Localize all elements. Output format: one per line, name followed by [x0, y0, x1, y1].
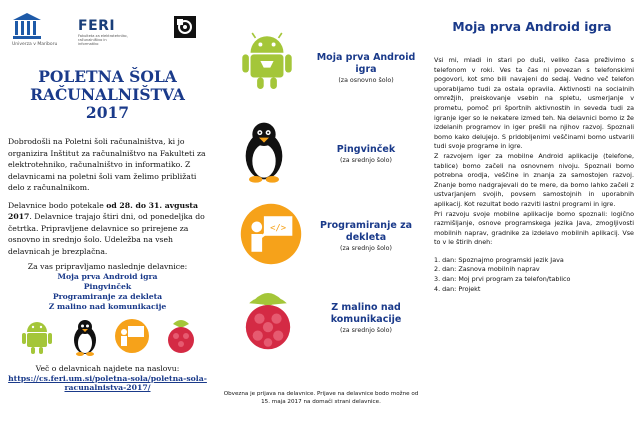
workshop-raspberry — [213, 286, 426, 366]
workshop-girls — [213, 198, 426, 278]
description-paragraph: Pri razvoju svoje mobilne aplikacije bomo spoznali: logično razmišljanje, osnove programskega jezika Java, zmogljivosti mobilnih naprav, gradnike za izdelavo mobilnih aplikacij. Vse to v le štirih dneh: — [434, 209, 634, 247]
day-item: 2. dan: Zasnova mobilnih naprav — [434, 265, 540, 274]
teacher-board-icon — [239, 202, 303, 266]
summary-item: Pingvinček — [83, 282, 132, 291]
schedule-paragraph — [8, 200, 207, 258]
info-block — [8, 364, 207, 393]
workshop-name: Moja prva Android igra — [316, 52, 416, 75]
android-icon — [20, 318, 54, 356]
page-title — [8, 68, 207, 122]
university-logo[interactable] — [12, 12, 58, 52]
svg-text:</>: </> — [270, 223, 287, 234]
mini-icon-row — [8, 318, 207, 358]
workshop-penguin — [213, 110, 426, 190]
welcome-paragraph: Dobrodošli na Poletni šoli računalništva, ki jo organizira Inštitut za računalništvo na Fakulteti za elektrotehniko, računalništvo in informatiko. Z delavnicami na poletni šoli vam želimo približati delo z računalnikom. — [8, 137, 206, 192]
intro-text — [8, 136, 207, 257]
feri-logo[interactable] — [78, 18, 128, 46]
workshop-level: (za srednjo šolo) — [339, 245, 392, 252]
schedule-dates: od 28. do 31. avgusta 2017 — [8, 200, 198, 221]
university-caption: Univerza v Mariboru — [12, 42, 58, 47]
workshop-summary — [8, 262, 207, 312]
day-item: 4. dan: Projekt — [434, 284, 481, 293]
schedule-text-before: Delavnice bodo potekale — [8, 200, 107, 210]
workshop-name: Pingvinček — [336, 144, 396, 155]
summary-item: Moja prva Android igra — [57, 272, 158, 281]
feri-caption: Fakulteta za elektrotehniko, računalništvo in informatiko — [78, 34, 128, 46]
summary-item: Programiranje za dekleta — [52, 292, 163, 301]
day-schedule-list — [434, 256, 634, 294]
workshop-level: (za srednjo šolo) — [339, 157, 392, 164]
schedule-text-after: . Delavnice trajajo štiri dni, od ponedeljka do četrtka. Pripravljene delavnice so prirejene za osnovno in srednjo šolo. Udeležba na vseh delavnicah je brezplačna. — [8, 212, 205, 256]
left-panel — [0, 0, 213, 428]
workshop-detail-title: Moja prva Android igra — [452, 20, 612, 34]
workshop-description — [430, 56, 634, 294]
website-link[interactable]: https://cs.feri.um.si/poletna-sola/poletna-sola-racunalnistva-2017/ — [8, 373, 207, 392]
workshop-android-label — [313, 52, 419, 84]
workshop-penguin-label — [313, 144, 419, 164]
info-text: Več o delavnicah najdete na naslovu: — [35, 364, 180, 373]
registration-note: Obvezna je prijava na delavnice. Prijave na delavnice bodo možne od 15. maja 2017 na domači strani delavnice. — [223, 391, 419, 405]
raspberry-icon — [239, 286, 297, 358]
raspberry-icon — [164, 318, 198, 356]
workshop-intro: Za vas pripravljamo naslednje delavnice: — [27, 262, 188, 271]
android-icon — [239, 28, 295, 94]
workshop-android — [213, 22, 426, 102]
lab-logo-icon[interactable] — [174, 16, 196, 38]
day-item: 3. dan: Moj prvi program za telefon/tablico — [434, 275, 571, 284]
title-line-2: RAČUNALNIŠTVA 2017 — [30, 85, 185, 122]
description-paragraph: Vsi mi, mladi in stari po duši, veliko časa preživimo s telefonom v roki. Ves ta čas ni povezan s telefonskimi pogovori, kot smo bili navajeni do sedaj. Vedno več telefon uporabljamo tudi za ostala opravila. Aktivnosti na socialnih omrežjih, preiskovanje vsebin na spletu, usmerjanje v prometu, pomoč pri športnih aktivnostih in seveda tudi za igranje iger so le nekatere izmed teh. Na delavnici bomo iz že izdelanih programov in iger prešli na njihov razvoj. Spoznali bomo kako delujejo. S pridobljenimi veščinami bomo ustvarili tudi svoje programe in igre. — [434, 56, 634, 151]
penguin-icon — [70, 318, 100, 356]
workshop-name: Programiranje za dekleta — [319, 220, 413, 243]
workshop-level: (za osnovno šolo) — [338, 77, 394, 84]
university-building-icon — [12, 12, 42, 40]
middle-panel — [213, 0, 426, 428]
workshop-girls-label — [313, 220, 419, 252]
feri-wordmark: FERI — [78, 18, 116, 34]
workshop-level: (za srednjo šolo) — [339, 327, 392, 334]
description-paragraph: Z razvojem iger za mobilne Android aplikacije (telefone, tablice) bomo začeli na osnovnem nivoju. Spoznali bomo potrebna orodja, veščine in znanja za samostojen razvoj. Znanje bomo nadgrajevali do te mere, da bomo lahko začeli z ustvarjanjem svojih, povsem samostojnih in uporabnih aplikacij. Kot rezultat bodo razviti lastni programi in igre. — [434, 151, 634, 208]
day-item: 1. dan: Spoznajmo programski jezik Java — [434, 255, 564, 264]
workshop-name: Z malino nad komunikacije — [330, 302, 402, 325]
teacher-board-icon — [114, 318, 150, 354]
title-line-1: POLETNA ŠOLA — [38, 67, 177, 86]
summary-item: Z malino nad komunikacije — [48, 302, 167, 311]
right-panel — [426, 0, 640, 428]
workshop-raspberry-label — [313, 302, 419, 334]
logo-bar — [8, 0, 207, 54]
penguin-icon — [239, 116, 289, 186]
